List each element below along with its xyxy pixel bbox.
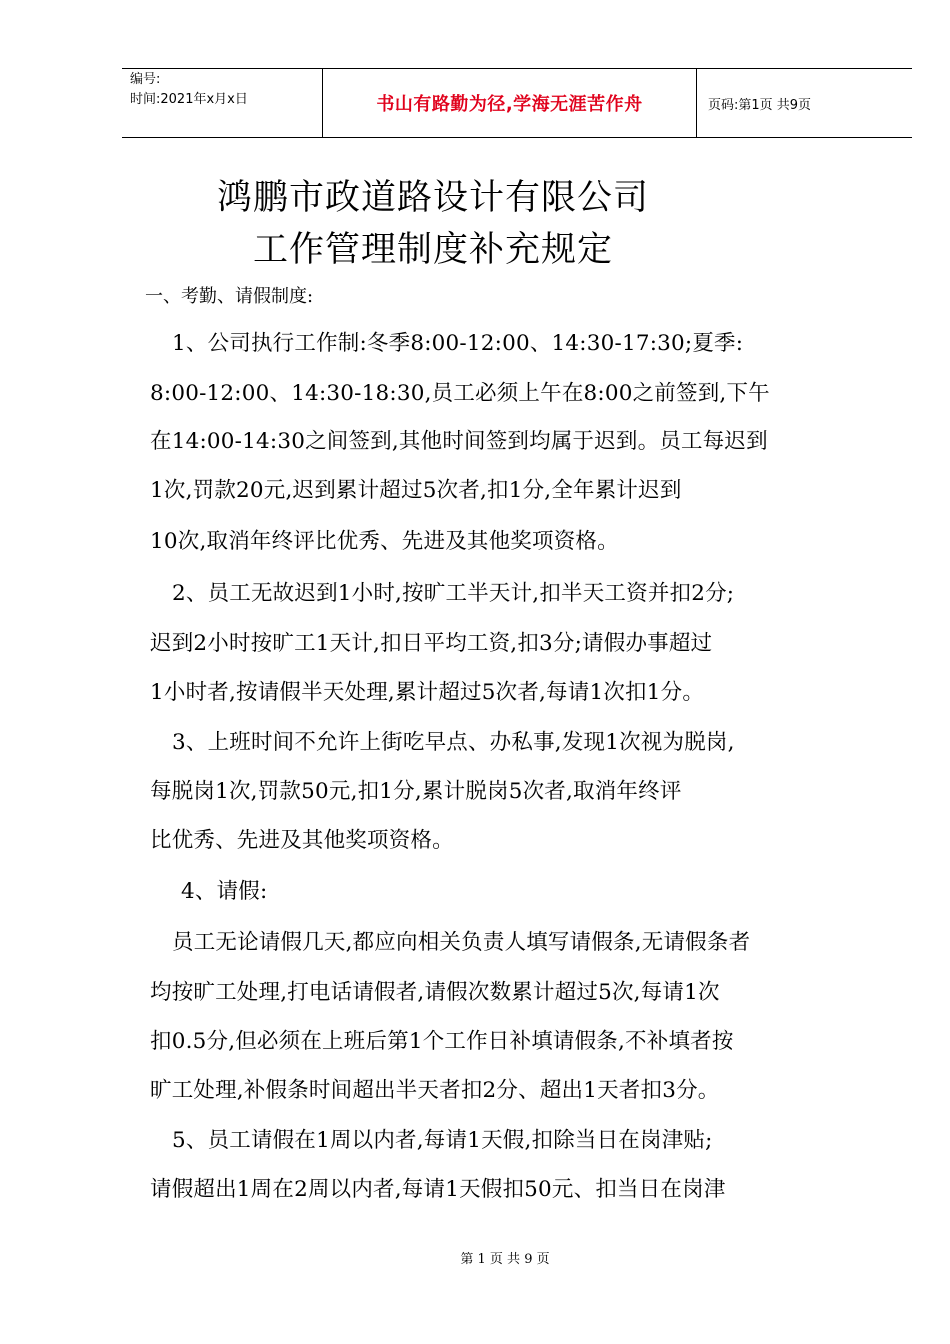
body-line: 请假超出1周在2周以内者,每请1天假扣50元、扣当日在岗津 xyxy=(150,1177,726,1202)
document-title-subject: 工作管理制度补充规定 xyxy=(252,230,613,270)
body-line: 3、上班时间不允许上街吃早点、办私事,发现1次视为脱岗, xyxy=(172,730,735,755)
body-line: 10次,取消年终评比优秀、先进及其他奖项资格。 xyxy=(150,529,619,554)
body-line: 比优秀、先进及其他奖项资格。 xyxy=(150,828,454,853)
body-line: 均按旷工处理,打电话请假者,请假次数累计超过5次,每请1次 xyxy=(150,980,720,1005)
page-footer: 第 1 页 共 9 页 xyxy=(460,1252,550,1267)
document-number-label: 编号: xyxy=(130,72,161,87)
body-line: 员工无论请假几天,都应向相关负责人填写请假条,无请假条者 xyxy=(172,930,751,955)
body-line: 2、员工无故迟到1小时,按旷工半天计,扣半天工资并扣2分; xyxy=(172,581,735,606)
body-line: 1次,罚款20元,迟到累计超过5次者,扣1分,全年累计迟到 xyxy=(150,478,682,503)
header-motto: 书山有路勤为径,学海无涯苦作舟 xyxy=(376,94,643,115)
body-line: 4、请假: xyxy=(181,879,268,904)
header-page-label: 页码:第1页 共9页 xyxy=(708,97,812,113)
document-header xyxy=(122,68,912,138)
body-line: 旷工处理,补假条时间超出半天者扣2分、超出1天者扣3分。 xyxy=(150,1078,720,1103)
document-title-company: 鸿鹏市政道路设计有限公司 xyxy=(216,178,649,218)
body-line: 在14:00-14:30之间签到,其他时间签到均属于迟到。员工每迟到 xyxy=(150,429,768,454)
body-line: 8:00-12:00、14:30-18:30,员工必须上午在8:00之前签到,下午 xyxy=(150,381,770,406)
header-meta-cell xyxy=(122,69,323,137)
header-motto-cell xyxy=(323,69,697,137)
section-heading: 一、考勤、请假制度: xyxy=(145,286,314,307)
header-page-cell xyxy=(697,69,912,137)
body-line: 1、公司执行工作制:冬季8:00-12:00、14:30-17:30;夏季: xyxy=(172,331,744,356)
document-time-label: 时间:2021年x月x日 xyxy=(130,92,248,107)
body-line: 1小时者,按请假半天处理,累计超过5次者,每请1次扣1分。 xyxy=(150,680,705,705)
body-line: 扣0.5分,但必须在上班后第1个工作日补填请假条,不补填者按 xyxy=(150,1029,734,1054)
body-line: 每脱岗1次,罚款50元,扣1分,累计脱岗5次者,取消年终评 xyxy=(150,779,682,804)
body-line: 迟到2小时按旷工1天计,扣日平均工资,扣3分;请假办事超过 xyxy=(150,631,713,656)
body-line: 5、员工请假在1周以内者,每请1天假,扣除当日在岗津贴; xyxy=(172,1128,713,1153)
